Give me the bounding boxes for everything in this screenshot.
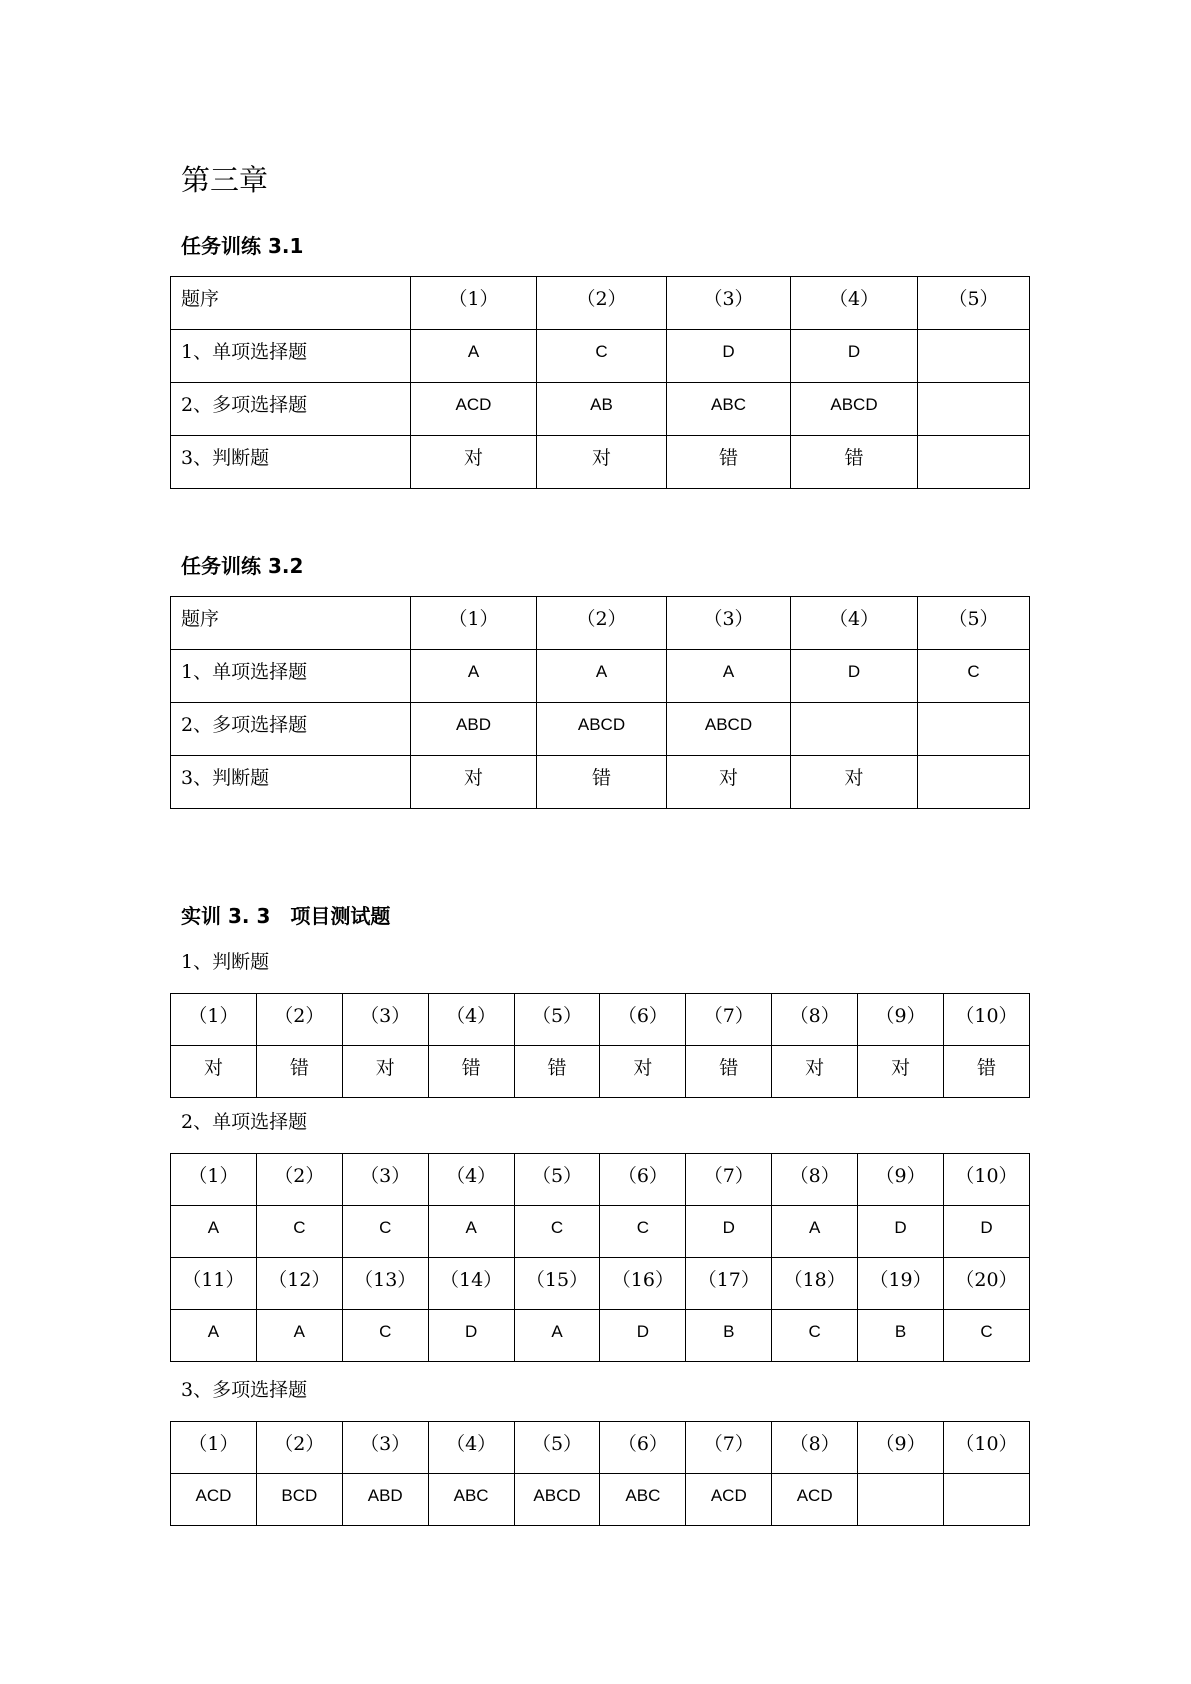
cell-text: （2）: [274, 1165, 325, 1187]
header-cell: [918, 277, 1030, 330]
question-number-cell: [944, 1422, 1030, 1474]
answer-cell: [411, 383, 537, 436]
answer-table-3-2: [170, 596, 1030, 809]
answer-cell: [600, 1310, 686, 1362]
cell-text: 对: [844, 767, 864, 789]
cell-text: ACD: [195, 1486, 232, 1505]
table-row: [171, 650, 1030, 703]
cell-text: （9）: [875, 1165, 926, 1187]
question-number-cell: [428, 1422, 514, 1474]
answer-cell: [537, 436, 667, 489]
question-number-cell: [514, 1422, 600, 1474]
cell-text: C: [967, 662, 980, 681]
answer-cell: [686, 1474, 772, 1526]
answer-table-3-1: [170, 276, 1030, 489]
cell-text: （3）: [360, 1433, 411, 1455]
answer-cell: [858, 1474, 944, 1526]
question-number-cell: [171, 1258, 257, 1310]
cell-text: ACD: [710, 1486, 747, 1505]
answer-cell: [791, 756, 918, 809]
cell-text: C: [293, 1218, 306, 1237]
cell-text: A: [809, 1218, 821, 1237]
answer-cell: [667, 756, 791, 809]
answer-cell: [256, 1046, 342, 1098]
table-row: [171, 1258, 1030, 1310]
answer-cell: [428, 1206, 514, 1258]
cell-text: （8）: [789, 1433, 840, 1455]
cell-text: [918, 756, 1029, 766]
section-title-3-2: 任务训练 3.2: [181, 554, 304, 578]
cell-text: 对: [591, 447, 611, 469]
question-number-cell: [686, 1154, 772, 1206]
cell-text: （14）: [440, 1269, 503, 1291]
cell-text: （6）: [617, 1005, 668, 1027]
question-number-cell: [600, 994, 686, 1046]
cell-text: （10）: [955, 1165, 1018, 1187]
question-number-cell: [944, 1258, 1030, 1310]
question-number-cell: [858, 1422, 944, 1474]
cell-text: （3）: [360, 1005, 411, 1027]
cell-text: ACD: [455, 395, 492, 414]
answer-cell: [667, 703, 791, 756]
cell-text: 3、判断题: [181, 767, 270, 789]
cell-text: 1、单项选择题: [181, 661, 308, 683]
question-number-cell: [428, 1258, 514, 1310]
cell-text: （1）: [448, 288, 499, 310]
cell-text: ABCD: [704, 715, 753, 734]
question-number-cell: [686, 1258, 772, 1310]
cell-text: ABC: [711, 395, 746, 414]
table-row: [171, 1474, 1030, 1526]
cell-text: （4）: [828, 288, 880, 310]
question-number-cell: [171, 1422, 257, 1474]
cell-text: （3）: [360, 1165, 411, 1187]
answer-cell: [411, 756, 537, 809]
part-title-multiple-choice: 3、多项选择题: [181, 1379, 308, 1401]
answer-cell: [537, 383, 667, 436]
answer-cell: [600, 1474, 686, 1526]
cell-text: 对: [463, 447, 483, 469]
cell-text: B: [894, 1322, 907, 1341]
question-number-cell: [171, 1154, 257, 1206]
table-row: [171, 330, 1030, 383]
cell-text: BCD: [281, 1486, 318, 1505]
question-number-cell: [772, 1422, 858, 1474]
cell-text: 2、多项选择题: [181, 714, 308, 736]
answer-cell: [772, 1474, 858, 1526]
question-number-cell: [686, 1422, 772, 1474]
cell-text: A: [467, 662, 480, 681]
answer-cell: [537, 703, 667, 756]
answer-cell: [428, 1046, 514, 1098]
header-cell: [411, 277, 537, 330]
cell-text: D: [464, 1322, 478, 1341]
answer-cell: [772, 1206, 858, 1258]
cell-text: 题序: [181, 608, 220, 630]
header-cell: [791, 277, 918, 330]
cell-text: （15）: [525, 1269, 589, 1291]
answer-cell: [791, 330, 918, 383]
cell-text: 错: [547, 1057, 567, 1079]
cell-text: [858, 1474, 943, 1484]
cell-text: （10）: [955, 1433, 1018, 1455]
cell-text: ABC: [453, 1486, 489, 1505]
cell-text: [791, 703, 917, 713]
cell-text: 2、多项选择题: [181, 394, 308, 416]
question-number-cell: [600, 1154, 686, 1206]
cell-text: （11）: [182, 1269, 245, 1291]
question-number-cell: [600, 1422, 686, 1474]
cell-text: D: [722, 1218, 735, 1237]
question-number-cell: [858, 1258, 944, 1310]
cell-text: （1）: [448, 608, 499, 630]
cell-text: D: [980, 1218, 993, 1237]
question-number-cell: [256, 1154, 342, 1206]
row-label-cell: [171, 436, 411, 489]
answer-cell: [918, 756, 1030, 809]
cell-text: C: [379, 1322, 392, 1341]
cell-text: C: [379, 1218, 392, 1237]
row-label-cell: [171, 330, 411, 383]
cell-text: [918, 383, 1029, 393]
cell-text: （8）: [789, 1005, 840, 1027]
cell-text: （4）: [828, 608, 880, 630]
answer-cell: [171, 1310, 257, 1362]
answer-cell: [342, 1474, 428, 1526]
cell-text: [918, 330, 1029, 340]
cell-text: C: [595, 342, 608, 361]
answer-cell: [667, 436, 791, 489]
question-number-cell: [944, 1154, 1030, 1206]
cell-text: D: [847, 662, 861, 681]
answer-cell: [537, 756, 667, 809]
table-row: [171, 756, 1030, 809]
question-number-cell: [171, 994, 257, 1046]
cell-text: （7）: [703, 1005, 754, 1027]
question-number-cell: [428, 994, 514, 1046]
cell-text: D: [894, 1218, 907, 1237]
header-cell: [791, 597, 918, 650]
row-label-cell: [171, 703, 411, 756]
answer-cell: [514, 1474, 600, 1526]
cell-text: （19）: [869, 1269, 932, 1291]
answer-cell: [171, 1206, 257, 1258]
cell-text: [918, 436, 1029, 446]
cell-text: 错: [718, 447, 738, 469]
answer-cell: [944, 1474, 1030, 1526]
cell-text: 错: [461, 1057, 481, 1079]
cell-text: ABCD: [577, 715, 626, 734]
question-number-cell: [256, 994, 342, 1046]
cell-text: AB: [590, 395, 613, 414]
question-number-cell: [514, 1154, 600, 1206]
cell-text: ABCD: [830, 395, 878, 414]
question-number-cell: [342, 1154, 428, 1206]
cell-text: （9）: [875, 1005, 926, 1027]
answer-cell: [791, 703, 918, 756]
cell-text: A: [465, 1218, 477, 1237]
cell-text: （20）: [955, 1269, 1018, 1291]
cell-text: 错: [844, 447, 864, 469]
cell-text: 对: [805, 1057, 825, 1079]
answer-cell: [600, 1046, 686, 1098]
answer-cell: [411, 436, 537, 489]
cell-text: C: [808, 1322, 821, 1341]
cell-text: A: [595, 662, 608, 681]
answer-cell: [944, 1310, 1030, 1362]
question-number-cell: [600, 1258, 686, 1310]
cell-text: （8）: [789, 1165, 840, 1187]
cell-text: C: [980, 1322, 993, 1341]
cell-text: ACD: [796, 1486, 833, 1505]
row-label-cell: [171, 277, 411, 330]
question-number-cell: [428, 1154, 514, 1206]
answer-cell: [667, 330, 791, 383]
answer-cell: [342, 1206, 428, 1258]
header-cell: [537, 277, 667, 330]
question-number-cell: [342, 1422, 428, 1474]
answer-cell: [791, 650, 918, 703]
cell-text: ABC: [625, 1486, 661, 1505]
cell-text: A: [551, 1322, 563, 1341]
answer-cell: [171, 1474, 257, 1526]
cell-text: （6）: [617, 1165, 668, 1187]
cell-text: （4）: [446, 1165, 497, 1187]
single-choice-table: [170, 1153, 1030, 1362]
answer-cell: [772, 1046, 858, 1098]
part-title-true-false: 1、判断题: [181, 951, 270, 973]
answer-cell: [256, 1206, 342, 1258]
answer-cell: [537, 330, 667, 383]
header-cell: [918, 597, 1030, 650]
answer-cell: [918, 703, 1030, 756]
cell-text: （13）: [354, 1269, 417, 1291]
cell-text: （1）: [188, 1433, 239, 1455]
answer-cell: [537, 650, 667, 703]
row-label-cell: [171, 650, 411, 703]
answer-cell: [918, 383, 1030, 436]
cell-text: [944, 1474, 1029, 1484]
answer-cell: [514, 1206, 600, 1258]
table-row: [171, 703, 1030, 756]
answer-cell: [667, 383, 791, 436]
question-number-cell: [772, 1154, 858, 1206]
cell-text: 错: [719, 1057, 739, 1079]
cell-text: C: [550, 1218, 564, 1237]
cell-text: （16）: [611, 1269, 674, 1291]
answer-cell: [686, 1046, 772, 1098]
cell-text: 错: [289, 1057, 309, 1079]
chapter-title: 第三章: [181, 163, 269, 197]
cell-text: （5）: [948, 288, 999, 310]
table-header-row: [171, 597, 1030, 650]
header-cell: [537, 597, 667, 650]
answer-cell: [171, 1046, 257, 1098]
answer-cell: [667, 650, 791, 703]
cell-text: A: [207, 1322, 220, 1341]
cell-text: A: [293, 1322, 305, 1341]
answer-cell: [514, 1046, 600, 1098]
question-number-cell: [858, 1154, 944, 1206]
answer-cell: [944, 1046, 1030, 1098]
cell-text: A: [722, 662, 735, 681]
answer-cell: [858, 1310, 944, 1362]
cell-text: 对: [203, 1057, 223, 1079]
cell-text: 错: [591, 767, 611, 789]
true-false-table: [170, 993, 1030, 1098]
answer-cell: [918, 330, 1030, 383]
answer-cell: [686, 1206, 772, 1258]
test-title: 实训 3. 3 项目测试题: [181, 904, 391, 928]
cell-text: （4）: [446, 1433, 497, 1455]
question-number-cell: [772, 994, 858, 1046]
answer-cell: [858, 1046, 944, 1098]
answer-cell: [428, 1474, 514, 1526]
answer-cell: [342, 1310, 428, 1362]
table-row: [171, 1206, 1030, 1258]
answer-cell: [256, 1310, 342, 1362]
answer-cell: [411, 703, 537, 756]
cell-text: （5）: [531, 1005, 583, 1027]
cell-text: （5）: [948, 608, 999, 630]
cell-text: （4）: [446, 1005, 497, 1027]
answer-cell: [858, 1206, 944, 1258]
cell-text: 1、单项选择题: [181, 341, 308, 363]
row-label-cell: [171, 597, 411, 650]
question-number-cell: [686, 994, 772, 1046]
cell-text: （1）: [188, 1005, 239, 1027]
answer-cell: [918, 650, 1030, 703]
cell-text: （7）: [703, 1433, 754, 1455]
part-title-single-choice: 2、单项选择题: [181, 1111, 308, 1133]
cell-text: D: [847, 342, 861, 361]
multiple-choice-table: [170, 1421, 1030, 1526]
table-row: [171, 1046, 1030, 1098]
cell-text: （9）: [875, 1433, 926, 1455]
table-row: [171, 1310, 1030, 1362]
answer-cell: [772, 1310, 858, 1362]
table-row: [171, 383, 1030, 436]
answer-cell: [944, 1206, 1030, 1258]
table-row: [171, 1154, 1030, 1206]
question-number-cell: [256, 1258, 342, 1310]
cell-text: （10）: [955, 1005, 1018, 1027]
answer-cell: [411, 330, 537, 383]
question-number-cell: [944, 994, 1030, 1046]
cell-text: （3）: [703, 288, 754, 310]
answer-cell: [918, 436, 1030, 489]
row-label-cell: [171, 756, 411, 809]
answer-cell: [342, 1046, 428, 1098]
cell-text: 对: [463, 767, 483, 789]
cell-text: ABD: [367, 1486, 403, 1505]
question-number-cell: [256, 1422, 342, 1474]
question-number-cell: [514, 994, 600, 1046]
cell-text: B: [723, 1322, 735, 1341]
answer-cell: [686, 1310, 772, 1362]
table-row: [171, 994, 1030, 1046]
cell-text: D: [722, 342, 735, 361]
table-header-row: [171, 277, 1030, 330]
cell-text: （2）: [576, 608, 627, 630]
header-cell: [667, 277, 791, 330]
question-number-cell: [342, 1258, 428, 1310]
cell-text: （12）: [268, 1269, 331, 1291]
answer-cell: [514, 1310, 600, 1362]
cell-text: （5）: [531, 1433, 583, 1455]
cell-text: （17）: [697, 1269, 760, 1291]
cell-text: （5）: [531, 1165, 583, 1187]
cell-text: 3、判断题: [181, 447, 270, 469]
row-label-cell: [171, 383, 411, 436]
answer-cell: [791, 436, 918, 489]
section-title-3-1: 任务训练 3.1: [181, 234, 304, 258]
header-cell: [667, 597, 791, 650]
question-number-cell: [514, 1258, 600, 1310]
cell-text: （6）: [617, 1433, 668, 1455]
cell-text: 对: [375, 1057, 395, 1079]
header-cell: [411, 597, 537, 650]
cell-text: （7）: [703, 1165, 754, 1187]
cell-text: 题序: [181, 288, 220, 310]
answer-cell: [791, 383, 918, 436]
cell-text: A: [207, 1218, 220, 1237]
cell-text: （3）: [703, 608, 754, 630]
cell-text: C: [636, 1218, 650, 1237]
question-number-cell: [858, 994, 944, 1046]
answer-cell: [600, 1206, 686, 1258]
cell-text: D: [636, 1322, 650, 1341]
cell-text: A: [467, 342, 480, 361]
cell-text: [918, 703, 1029, 713]
cell-text: （2）: [576, 288, 627, 310]
cell-text: 错: [976, 1057, 996, 1079]
question-number-cell: [772, 1258, 858, 1310]
cell-text: （2）: [274, 1005, 325, 1027]
table-row: [171, 1422, 1030, 1474]
cell-text: ABCD: [533, 1486, 581, 1505]
question-number-cell: [342, 994, 428, 1046]
cell-text: 对: [891, 1057, 911, 1079]
answer-cell: [428, 1310, 514, 1362]
cell-text: 对: [633, 1057, 653, 1079]
answer-cell: [256, 1474, 342, 1526]
cell-text: 对: [718, 767, 738, 789]
cell-text: （18）: [783, 1269, 846, 1291]
cell-text: （2）: [274, 1433, 325, 1455]
table-row: [171, 436, 1030, 489]
cell-text: ABD: [456, 715, 491, 734]
answer-cell: [411, 650, 537, 703]
cell-text: （1）: [188, 1165, 239, 1187]
